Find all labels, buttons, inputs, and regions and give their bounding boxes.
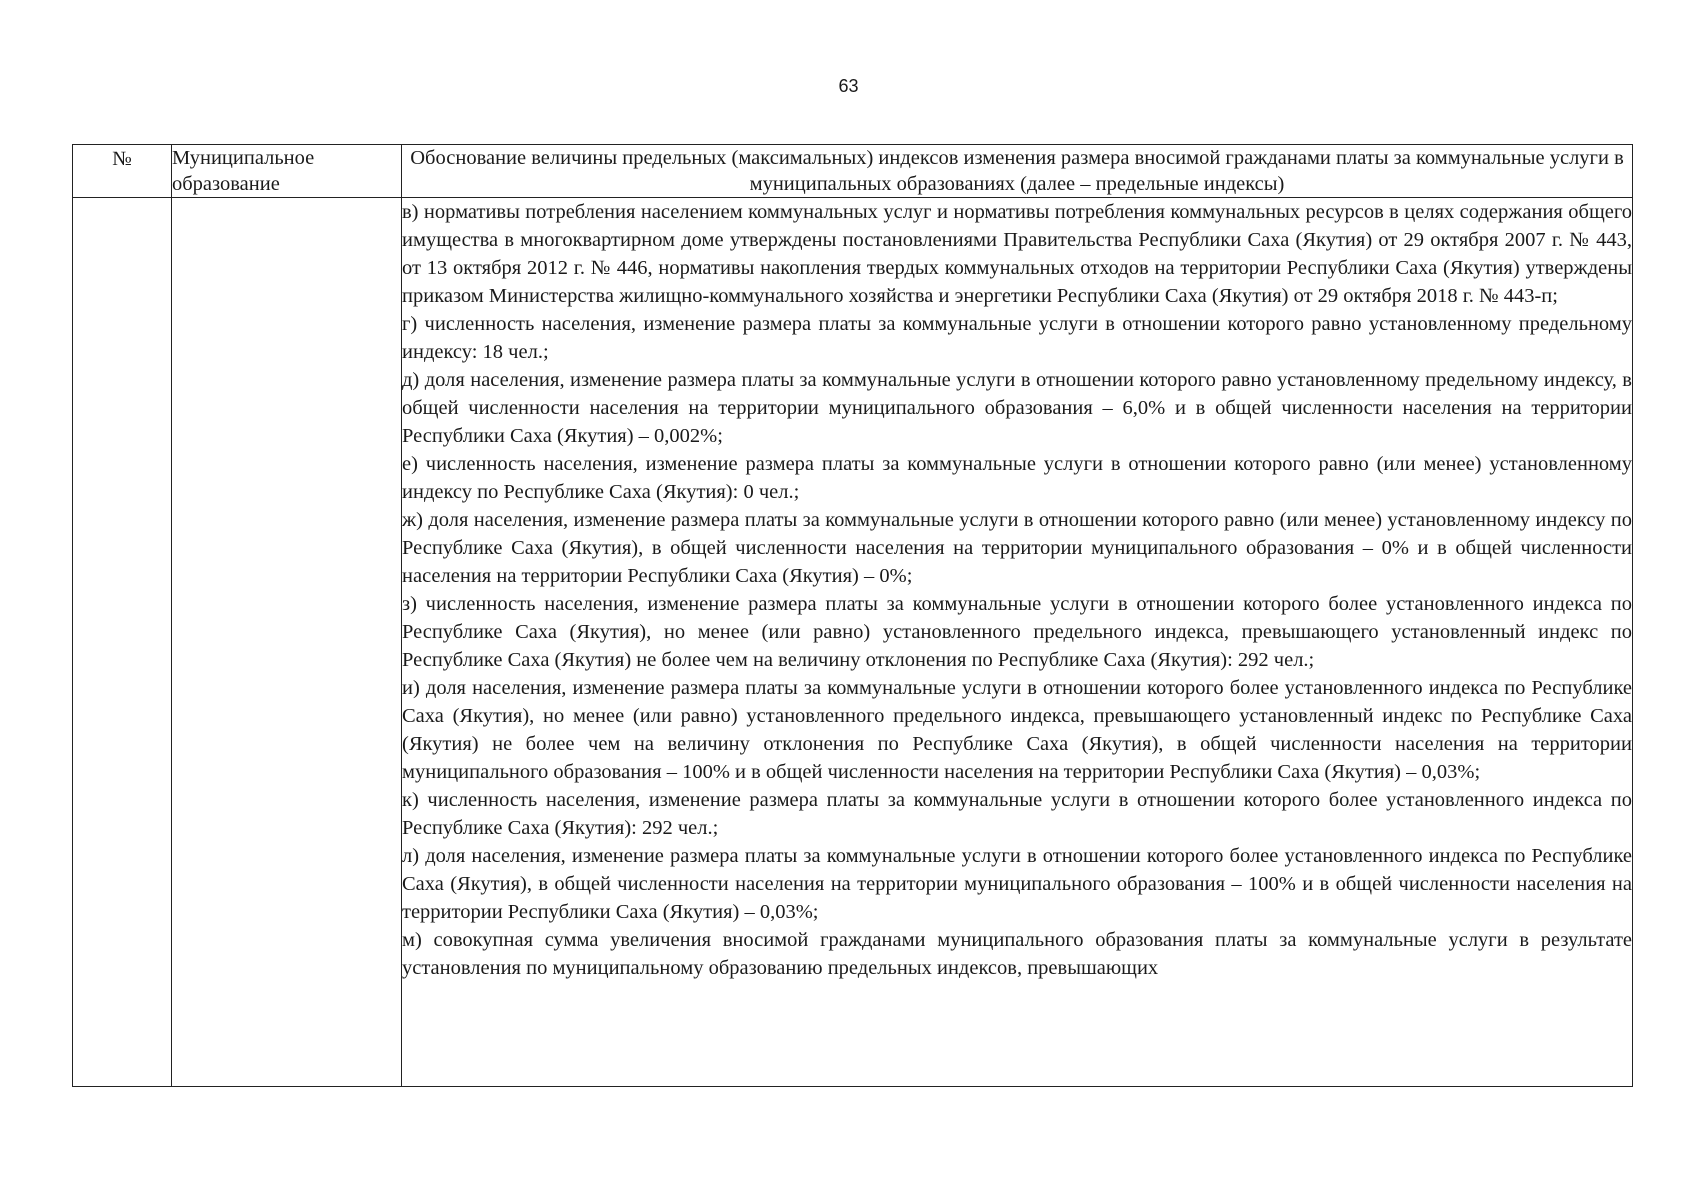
header-justification: Обоснование величины предельных (максимальных) индексов изменения размера вносимой гражданами платы за коммунальные услуги в муниципальных образованиях (далее – предельные индексы) [402, 145, 1633, 198]
paragraph-e: е) численность населения, изменение размера платы за коммунальные услуги в отношении которого равно (или менее) установленному индексу по Республике Саха (Якутия): 0 чел.; [402, 453, 1632, 503]
paragraph-k: к) численность населения, изменение размера платы за коммунальные услуги в отношении которого более установленного индекса по Республике Саха (Якутия): 292 чел.; [402, 789, 1632, 839]
paragraph-l: л) доля населения, изменение размера платы за коммунальные услуги в отношении которого более установленного индекса по Республике Саха (Якутия), в общей численности населения на территории муниципального образования – 100% и в общей численности населения на территории Республики Саха (Якутия) – 0,03%; [402, 845, 1632, 923]
paragraph-g: г) численность населения, изменение размера платы за коммунальные услуги в отношении которого равно установленному предельному индексу: 18 чел.; [402, 313, 1632, 363]
paragraph-zh: ж) доля населения, изменение размера платы за коммунальные услуги в отношении которого равно (или менее) установленному индексу по Республике Саха (Якутия), в общей численности населения на территории муниципального образования – 0% и в общей численности населения на территории Республики Саха (Якутия) – 0%; [402, 509, 1632, 587]
header-municipality: Муниципальное образование [172, 145, 402, 198]
cell-justification [402, 198, 1633, 1087]
paragraph-d: д) доля населения, изменение размера платы за коммунальные услуги в отношении которого равно установленному предельному индексу, в общей численности населения на территории муниципального образования – 6,0% и в общей численности населения на территории Республики Саха (Якутия) – 0,002%; [402, 369, 1632, 447]
paragraph-i: и) доля населения, изменение размера платы за коммунальные услуги в отношении которого более установленного индекса по Республике Саха (Якутия), но менее (или равно) установленного предельного индекса, превышающего установленный индекс по Республике Саха (Якутия) не более чем на величину отклонения по Республике Саха (Якутия), в общей численности населения на территории муниципального образования – 100% и в общей численности населения на территории Республики Саха (Якутия) – 0,03%; [402, 677, 1632, 783]
index-justification-table [72, 144, 1633, 1087]
page-number: 63 [838, 76, 859, 96]
table-header-row [73, 145, 1633, 198]
paragraph-z: з) численность населения, изменение размера платы за коммунальные услуги в отношении которого более установленного индекса по Республике Саха (Якутия), но менее (или равно) установленного предельного индекса, превышающего установленный индекс по Республике Саха (Якутия) не более чем на величину отклонения по Республике Саха (Якутия): 292 чел.; [402, 593, 1632, 671]
paragraph-m: м) совокупная сумма увеличения вносимой гражданами муниципального образования платы за коммунальные услуги в результате установления по муниципальному образованию предельных индексов, превышающих [402, 929, 1632, 979]
header-number: № [73, 145, 172, 198]
paragraph-v: в) нормативы потребления населением коммунальных услуг и нормативы потребления коммунальных ресурсов в целях содержания общего имущества в многоквартирном доме утверждены постановлениями Правительства Республики Саха (Якутия) от 29 октября 2007 г. № 443, от 13 октября 2012 г. № 446, нормативы накопления твердых коммунальных отходов на территории Республики Саха (Якутия) утверждены приказом Министерства жилищно-коммунального хозяйства и энергетики Республики Саха (Якутия) от 29 октября 2018 г. № 443-п; [402, 201, 1632, 307]
cell-number [73, 198, 172, 1087]
table-row [73, 198, 1633, 1087]
cell-municipality [172, 198, 402, 1087]
